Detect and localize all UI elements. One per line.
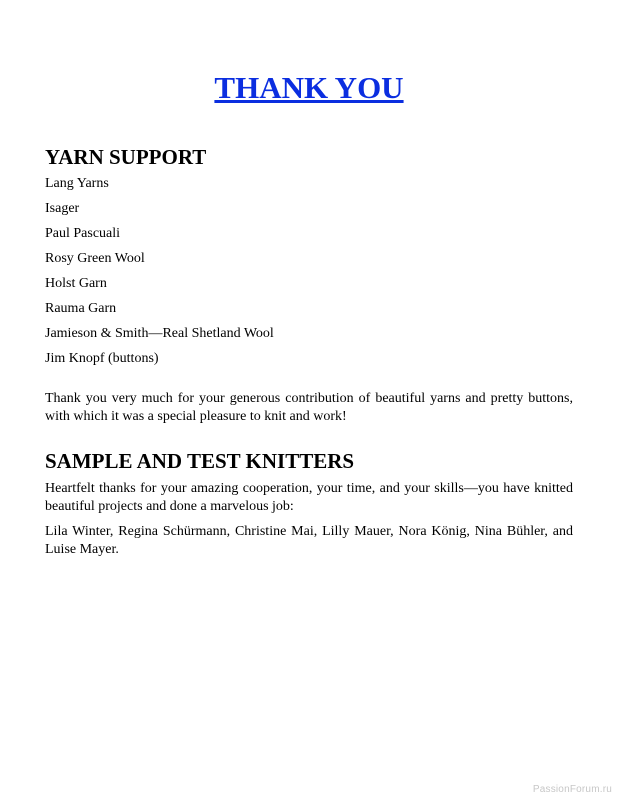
- list-item: Lang Yarns: [45, 176, 109, 191]
- yarn-support-heading: YARN SUPPORT: [45, 145, 207, 169]
- list-item: Isager: [45, 201, 80, 216]
- yarn-sponsor-list: [45, 175, 274, 375]
- list-item: Paul Pascuali: [45, 226, 121, 241]
- list-item: Jim Knopf (buttons): [45, 351, 159, 366]
- knitters-names-paragraph: Lila Winter, Regina Schürmann, Christine Mai, Lilly Mauer, Nora König, Nina Bühler, and Luise Mayer.: [45, 524, 573, 557]
- knitters-intro-paragraph: Heartfelt thanks for your amazing cooperation, your time, and your skills—you have knitted beautiful projects and done a marvelous job:: [45, 481, 573, 514]
- page-title[interactable]: THANK YOU: [214, 70, 404, 105]
- knitters-heading: SAMPLE AND TEST KNITTERS: [45, 449, 355, 473]
- list-item: Jamieson & Smith—Real Shetland Wool: [45, 326, 274, 341]
- yarn-thanks-paragraph: Thank you very much for your generous contribution of beautiful yarns and pretty buttons, with which it was a special pleasure to knit and work!: [45, 391, 573, 424]
- list-item: Holst Garn: [45, 276, 107, 291]
- watermark: PassionForum.ru: [532, 784, 612, 795]
- list-item: Rauma Garn: [45, 301, 117, 316]
- list-item: Rosy Green Wool: [45, 251, 145, 266]
